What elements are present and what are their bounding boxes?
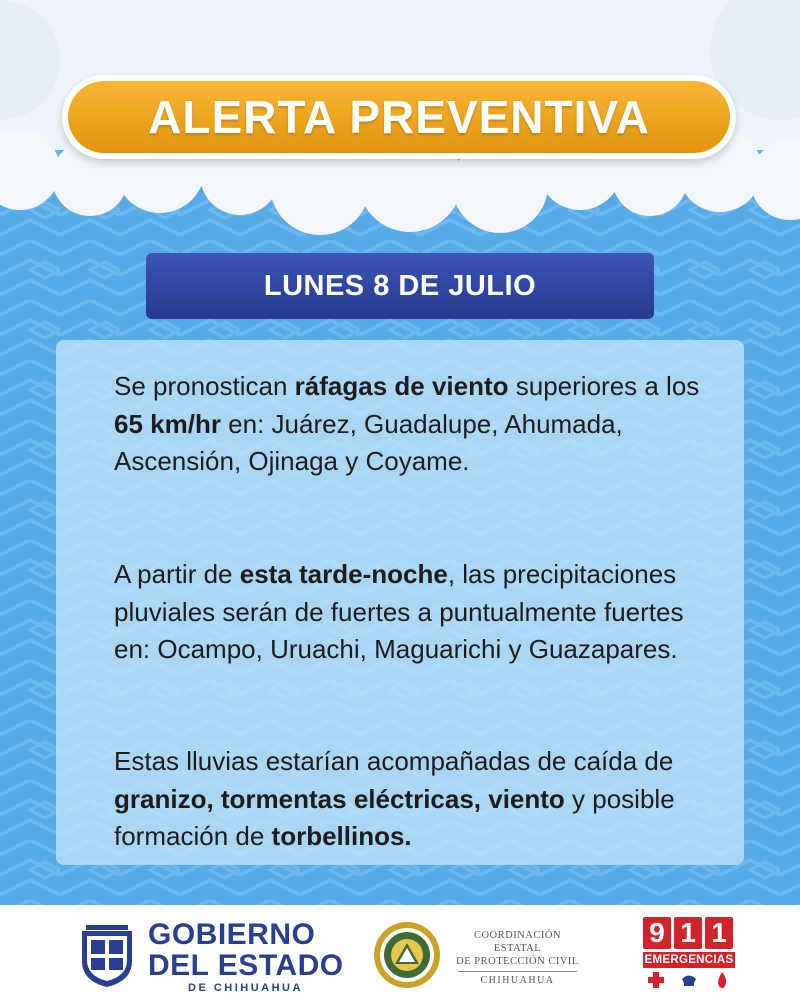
emergency-icons <box>643 971 735 989</box>
wind-forecast-paragraph <box>114 368 714 481</box>
title-banner <box>62 75 736 159</box>
bold-text-run: 65 km/hr <box>114 408 221 439</box>
text-run: , las precipitaciones pluviales serán de fuertes a puntualmente fuertes en: Ocampo, Uruachi, Maguarichi y Guazapares. <box>114 559 684 664</box>
rain-forecast-paragraph <box>114 556 714 669</box>
police-cap-icon <box>680 971 698 989</box>
storm-forecast-paragraph <box>114 743 714 856</box>
page-title: ALERTA PREVENTIVA <box>148 91 650 143</box>
pc-line3: CHIHUAHUA <box>480 975 555 986</box>
emergencias-911-logo <box>643 917 735 993</box>
text-run: Se pronostican <box>114 371 295 401</box>
pc-line2: DE PROTECCIÓN CIVIL <box>456 956 579 967</box>
bold-text-run: esta tarde-noche <box>239 559 448 589</box>
bold-text-run: torbellinos. <box>271 821 412 851</box>
text-run: superiores a los <box>508 371 700 401</box>
fire-icon <box>713 971 731 989</box>
title-pill <box>68 81 730 153</box>
digit-1-second: 1 <box>705 917 733 949</box>
proteccion-civil-emblem-icon <box>372 920 442 990</box>
text-run: Estas lluvias estarían acompañadas de caída de <box>114 746 674 776</box>
bold-text-run: granizo, tormentas eléctricas, viento <box>114 783 565 814</box>
text-run: y posible formación de <box>114 783 675 851</box>
911-digits <box>643 917 735 949</box>
date-bar <box>146 253 654 319</box>
text-run: A partir de <box>114 559 240 589</box>
date-label: LUNES 8 DE JULIO <box>263 269 537 302</box>
bold-text-run: ráfagas de viento <box>294 371 509 401</box>
pc-line1: COORDINACIÓN ESTATAL <box>473 930 562 954</box>
gobierno-line3: DE CHIHUAHUA <box>188 982 303 994</box>
digit-1: 1 <box>674 917 702 949</box>
emergencias-label: EMERGENCIAS <box>644 954 734 966</box>
pc-divider <box>458 971 577 972</box>
gobierno-line1: GOBIERNO <box>148 918 316 951</box>
gobierno-line2: DEL ESTADO <box>148 949 344 982</box>
gobierno-del-estado-logo <box>148 919 348 994</box>
digit-9: 9 <box>643 917 671 949</box>
red-cross-icon <box>647 971 665 989</box>
state-crest-icon <box>76 923 138 989</box>
proteccion-civil-logo-text <box>450 929 585 986</box>
footer-logos <box>0 905 800 1000</box>
alert-details-box <box>56 340 744 865</box>
text-run: en: Juárez, Guadalupe, Ahumada, Ascensión, Ojinaga y Coyame. <box>114 408 623 476</box>
